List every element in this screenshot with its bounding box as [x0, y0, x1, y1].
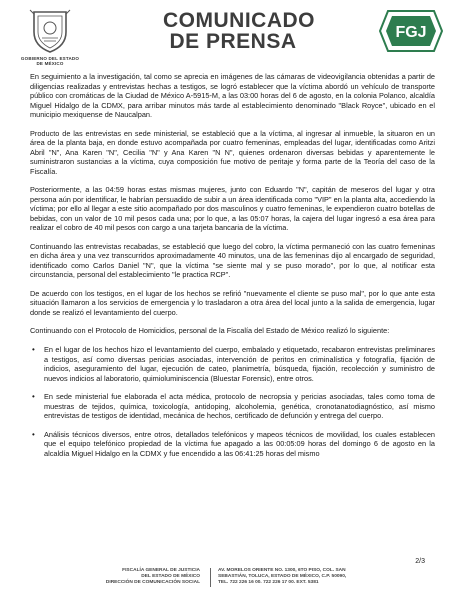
- footer-divider: [210, 568, 211, 587]
- title-line-2: DE PRENSA: [169, 30, 297, 53]
- paragraph-4: Continuando las entrevistas recabadas, se estableció que luego del cobro, la víctima permaneció con las cuatro femeninas en dicha área y una vez transcurridos aproximadamente 40 minutos, una de las femeninas dijo al encargado de seguridad, identificado como Carlos Daniel "N", que la víctima "se siente mal y se puso morado", por lo que, al notificar esta circunstancia, personal del establecimiento "le practica RCP".: [30, 241, 435, 280]
- paragraph-2: Producto de las entrevistas en sede ministerial, se estableció que a la víctima, al ingresar al inmueble, la situaron en un área de la planta baja, en donde estuvo acompañada por cuatro femeninas, empleadas del lugar, identificadas como Aritzi Abril "N", Ana Karen "N", Cecilia "N" y Ana Karen "N N", quienes ordenaron diversas bebidas y aparentemente le suministraron sustancias a la víctima, cuya composición fue motivo de peritaje y forma parte de la Teoría del caso de la Fiscalía.: [30, 128, 435, 176]
- state-crest-icon: [28, 8, 72, 54]
- list-item: • En sede ministerial fue elaborada el acta médica, protocolo de necropsia y pericias asociadas, tales como toma de muestras de tejidos, química, toxicología, antidoping, alcoholemia, genética, cronotanatodiagnóstico, así mismo entrevistas de testigos de identidad, mecánica de hechos, certificado de defunción y entrega del cuerpo.: [32, 392, 435, 421]
- crest-caption: GOBIERNO DEL ESTADO DE MÉXICO: [20, 56, 80, 66]
- fgj-logo-icon: [378, 7, 444, 55]
- list-item: • Análisis técnicos diversos, entre otros, detallados telefónicos y mapeos técnicos de movilidad, los cuales establecen que el equipo telefónico propiedad de la víctima fue apagado a las 00:05:09 horas del domingo 6 de agosto en la alcaldía Miguel Hidalgo en la CDMX y fue encendido a las 06:41:25 horas del mismo: [32, 429, 435, 458]
- footer-address: AV. MORELOS ORIENTE NO. 1300, 6TO PISO, COL. SAN SEBASTIÁN, TOLUCA, ESTADO DE MÉXICO, C.P. 50090, TEL. 722 226 16 00. 722 226 17 00. EXT. 5381: [218, 568, 347, 585]
- press-release-body: [30, 72, 435, 467]
- actions-list: [30, 345, 435, 458]
- paragraph-6: Continuando con el Protocolo de Homicidios, personal de la Fiscalía del Estado de México realizó lo siguiente:: [30, 326, 390, 336]
- paragraph-5: De acuerdo con los testigos, en el lugar de los hechos se refirió "nuevamente el cliente se puso mal", por lo que ante esta situación llamaron a los servicios de emergencia y lo trasladaron a otra área del local junto a la salida de emergencia, lugar donde se realizó el levantamiento del cuerpo.: [30, 288, 435, 317]
- bullet-icon: •: [32, 429, 35, 439]
- bullet-icon: •: [32, 345, 35, 355]
- footer-institution: FISCALÍA GENERAL DE JUSTICIA DEL ESTADO DE MÉXICO DIRECCIÓN DE COMUNICACIÓN SOCIAL: [105, 568, 200, 585]
- paragraph-1: En seguimiento a la investigación, tal como se aprecia en imágenes de las cámaras de videovigilancia obtenidas a partir de diligencias realizadas y entrevistas hechas a testigos, se logró establecer que la víctima abordó un vehículo de transporte público con cromáticas de la Ciudad de México A-5915-M, a las 03:00 horas del 6 de agosto, en la colonia Polanco, alcaldía Miguel Hidalgo de la CDMX, para arribar minutos más tarde al establecimiento denominado "Black Royce", ubicado en el municipio mexiquense de Naucalpan.: [30, 72, 435, 119]
- page-number: 2/3: [415, 558, 425, 565]
- title-line-1: COMUNICADO: [163, 9, 315, 32]
- document-footer: [0, 566, 459, 591]
- fgj-logo-text: FGJ: [395, 24, 427, 41]
- list-item: • En el lugar de los hechos hizo el levantamiento del cuerpo, embalado y etiquetado, recabaron entrevistas preliminares a testigos, así como diversas pericias asociadas, intervención de peritos en criminalística y fotografía, fijación de indicios, aseguramiento del lugar, ejecución de cateo, planimetría, búsqueda, fijación, recolección y suministro de nuevos indicios al laboratorio, quimioluminiscencia (Bluestar Forensic), entre otros.: [32, 345, 435, 383]
- document-header: [0, 0, 459, 72]
- paragraph-3: Posteriormente, a las 04:59 horas estas mismas mujeres, junto con Eduardo "N", capitán de meseros del lugar y otra persona aún por identificar, le habrían persuadido de subir a un área identificada como "VIP" en la planta alta, accediendo la víctima; por ello al llegar a este sitio acompañado por dos masculinos y cuatro femeninas, le expendieron cuatro botellas de bebidas, con un valor de 10 mil pesos cada una; por lo que, a las 05:07 horas, la cajera del lugar ingresó a esa área para realizar el cobro de 40 mil pesos con cargo a una tarjeta bancaria de la víctima.: [30, 185, 435, 233]
- bullet-icon: •: [32, 392, 35, 402]
- page-title: [163, 9, 315, 53]
